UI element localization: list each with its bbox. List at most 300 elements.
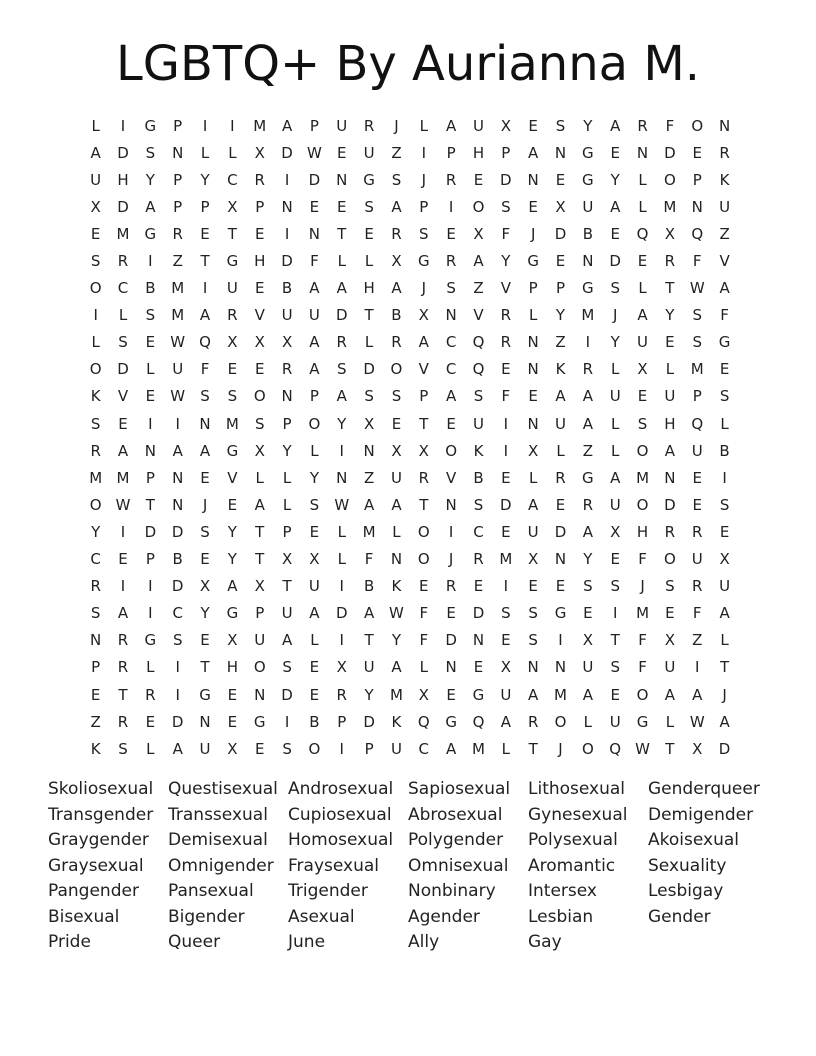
grid-letter: C — [445, 333, 457, 352]
grid-letter: L — [91, 333, 100, 352]
grid-letter: R — [336, 333, 347, 352]
grid-letter: E — [200, 468, 210, 487]
grid-letter: P — [173, 197, 183, 216]
word-list-item: Omnisexual — [408, 855, 509, 876]
grid-letter: S — [501, 197, 511, 216]
grid-letter: O — [308, 739, 321, 758]
grid-letter: O — [636, 495, 649, 514]
grid-letter: K — [391, 712, 402, 731]
grid-letter: O — [308, 414, 321, 433]
grid-letter: P — [173, 170, 183, 189]
grid-letter: S — [254, 414, 265, 433]
grid-letter: E — [501, 631, 511, 650]
grid-letter: N — [445, 495, 457, 514]
grid-letter: B — [172, 550, 183, 569]
grid-letter: U — [90, 170, 102, 189]
grid-letter: T — [282, 577, 292, 596]
grid-letter: R — [363, 116, 375, 135]
grid-letter: Y — [501, 252, 511, 271]
grid-letter: I — [284, 224, 290, 243]
grid-letter: N — [445, 306, 457, 325]
grid-letter: P — [309, 116, 319, 135]
grid-letter: I — [503, 441, 509, 460]
grid-letter: U — [500, 685, 512, 704]
grid-letter: S — [446, 279, 456, 298]
grid-letter: E — [528, 197, 538, 216]
grid-letter: H — [363, 279, 375, 298]
grid-letter: E — [528, 116, 538, 135]
grid-letter: Q — [472, 333, 485, 352]
grid-letter: F — [419, 631, 429, 650]
grid-letter: X — [227, 197, 238, 216]
grid-letter: L — [282, 495, 292, 514]
grid-letter: A — [336, 279, 347, 298]
grid-letter: F — [501, 224, 511, 243]
grid-letter: D — [171, 522, 184, 541]
grid-letter: S — [637, 414, 648, 433]
word-list-item: Androsexual — [288, 779, 394, 799]
grid-letter: X — [309, 550, 320, 569]
grid-letter: N — [172, 143, 184, 162]
grid-letter: I — [695, 658, 700, 677]
grid-letter: J — [530, 224, 536, 243]
grid-letter: A — [582, 685, 593, 704]
grid-letter: M — [253, 116, 267, 135]
grid-letter: F — [419, 604, 429, 623]
word-list-item: Sexuality — [648, 855, 727, 876]
grid-letter: O — [417, 550, 430, 569]
grid-letter: L — [720, 414, 729, 433]
grid-letter: E — [610, 685, 620, 704]
grid-letter: A — [446, 116, 457, 135]
grid-letter: S — [118, 333, 128, 352]
grid-letter: E — [446, 685, 456, 704]
grid-letter: A — [719, 712, 730, 731]
grid-letter: A — [664, 685, 676, 704]
grid-letter: S — [145, 143, 156, 162]
grid-letter: E — [501, 522, 511, 541]
grid-letter: B — [281, 279, 293, 298]
grid-letter: D — [171, 712, 184, 731]
grid-letter: G — [636, 712, 649, 731]
grid-letter: Y — [583, 116, 593, 135]
grid-letter: S — [391, 387, 402, 406]
grid-letter: C — [172, 604, 183, 623]
grid-letter: O — [89, 495, 102, 514]
grid-letter: N — [554, 550, 567, 569]
grid-letter: M — [225, 414, 239, 433]
grid-letter: K — [90, 739, 101, 758]
grid-letter: Y — [665, 306, 675, 325]
grid-letter: S — [473, 495, 484, 514]
grid-letter: D — [117, 143, 129, 162]
grid-letter: O — [472, 197, 485, 216]
grid-letter: G — [582, 468, 594, 487]
grid-letter: Z — [582, 441, 593, 460]
grid-letter: R — [254, 170, 265, 189]
grid-letter: C — [117, 279, 129, 298]
grid-letter: P — [446, 143, 456, 162]
word-list-item: Ally — [408, 932, 440, 952]
grid-letter: S — [172, 631, 183, 650]
grid-letter: J — [640, 577, 645, 596]
grid-letter: H — [254, 252, 266, 271]
grid-letter: E — [637, 252, 648, 271]
grid-letter: I — [284, 712, 290, 731]
word-list-item: Omnigender — [168, 855, 274, 876]
grid-letter: Y — [227, 522, 237, 541]
word-list — [48, 777, 768, 956]
grid-letter: X — [582, 631, 593, 650]
grid-letter: F — [364, 550, 374, 569]
grid-letter: E — [254, 360, 265, 379]
word-list-item: Bigender — [168, 906, 245, 927]
grid-letter: W — [115, 495, 131, 514]
grid-letter: U — [363, 658, 375, 677]
grid-letter: X — [418, 306, 429, 325]
grid-letter: F — [501, 387, 511, 406]
grid-letter: K — [90, 387, 101, 406]
grid-letter: U — [226, 279, 238, 298]
grid-letter: L — [118, 306, 128, 325]
grid-letter: R — [172, 224, 183, 243]
grid-letter: O — [253, 387, 266, 406]
grid-letter: T — [118, 685, 128, 704]
grid-letter: D — [281, 685, 293, 704]
grid-letter: U — [609, 387, 621, 406]
grid-letter: U — [555, 414, 566, 433]
grid-letter: H — [226, 658, 239, 677]
grid-letter: X — [281, 550, 293, 569]
grid-letter: Y — [391, 631, 402, 650]
grid-letter: R — [445, 170, 457, 189]
grid-letter: E — [501, 360, 511, 379]
word-list-item: Questisexual — [168, 779, 278, 799]
grid-letter: P — [145, 550, 155, 569]
grid-letter: G — [144, 631, 157, 650]
grid-letter: P — [337, 712, 347, 731]
grid-letter: R — [500, 333, 512, 352]
grid-letter: X — [391, 252, 402, 271]
grid-letter: L — [255, 468, 264, 487]
grid-letter: X — [227, 739, 238, 758]
grid-letter: A — [309, 604, 320, 623]
grid-letter: P — [501, 143, 511, 162]
grid-letter: I — [175, 685, 180, 704]
grid-letter: U — [281, 306, 293, 325]
grid-letter: A — [610, 116, 621, 135]
grid-letter: D — [117, 197, 129, 216]
grid-letter: I — [120, 577, 126, 596]
grid-letter: G — [582, 279, 594, 298]
grid-letter: S — [501, 604, 511, 623]
grid-letter: N — [90, 631, 102, 650]
grid-letter: V — [446, 468, 457, 487]
grid-letter: A — [719, 279, 730, 298]
grid-letter: G — [554, 604, 567, 623]
grid-letter: G — [582, 143, 594, 162]
grid-letter: P — [173, 116, 183, 135]
grid-letter: T — [364, 631, 374, 650]
word-list-item: June — [288, 932, 326, 952]
grid-letter: C — [473, 522, 484, 541]
grid-letter: N — [281, 387, 293, 406]
grid-letter: R — [90, 577, 101, 596]
grid-letter: G — [226, 252, 239, 271]
grid-letter: X — [363, 414, 375, 433]
grid-letter: R — [445, 252, 457, 271]
word-list-item: Pansexual — [168, 881, 254, 901]
grid-letter: Q — [199, 333, 211, 352]
grid-letter: X — [199, 577, 211, 596]
grid-letter: I — [148, 604, 153, 623]
grid-letter: I — [585, 333, 591, 352]
grid-letter: R — [473, 550, 484, 569]
grid-letter: B — [309, 712, 320, 731]
grid-letter: Q — [417, 712, 430, 731]
grid-letter: M — [472, 739, 485, 758]
grid-letter: L — [638, 197, 647, 216]
grid-letter: I — [93, 306, 98, 325]
word-list-item: Polygender — [408, 830, 504, 850]
grid-letter: Y — [227, 550, 237, 569]
grid-letter: E — [501, 468, 511, 487]
grid-letter: L — [665, 712, 675, 731]
grid-letter: R — [117, 631, 129, 650]
grid-letter: A — [528, 143, 539, 162]
grid-letter: D — [472, 604, 485, 623]
grid-letter: M — [89, 468, 103, 487]
grid-letter: E — [254, 279, 265, 298]
grid-letter: B — [391, 306, 402, 325]
grid-letter: A — [418, 333, 429, 352]
grid-letter: N — [336, 468, 348, 487]
grid-letter: L — [720, 631, 729, 650]
grid-letter: N — [582, 252, 594, 271]
grid-letter: R — [391, 224, 402, 243]
grid-letter: N — [691, 197, 703, 216]
word-list-item: Lesbian — [528, 906, 594, 927]
grid-letter: D — [281, 143, 293, 162]
grid-letter: E — [473, 577, 484, 596]
grid-letter: G — [718, 333, 731, 352]
grid-letter: A — [500, 712, 511, 731]
grid-letter: P — [282, 522, 292, 541]
grid-letter: D — [609, 252, 621, 271]
grid-letter: U — [199, 739, 211, 758]
grid-letter: O — [663, 170, 676, 189]
grid-letter: E — [145, 387, 156, 406]
grid-letter: K — [391, 577, 402, 596]
grid-letter: T — [665, 739, 675, 758]
grid-letter: I — [558, 631, 563, 650]
word-list-item: Sapiosexual — [408, 779, 511, 799]
grid-letter: J — [558, 739, 563, 758]
grid-letter: A — [309, 333, 320, 352]
grid-letter: G — [226, 441, 239, 460]
grid-letter: L — [310, 631, 319, 650]
grid-letter: F — [200, 360, 210, 379]
grid-letter: P — [255, 197, 265, 216]
grid-letter: R — [117, 712, 129, 731]
grid-letter: U — [363, 143, 375, 162]
grid-letter: N — [527, 414, 539, 433]
grid-letter: Y — [145, 170, 155, 189]
grid-letter: A — [363, 495, 375, 514]
grid-letter: E — [473, 170, 484, 189]
grid-letter: T — [145, 495, 155, 514]
grid-letter: B — [719, 441, 730, 460]
grid-letter: X — [664, 224, 676, 243]
grid-letter: W — [689, 279, 705, 298]
grid-letter: E — [665, 333, 675, 352]
grid-letter: U — [390, 739, 402, 758]
grid-letter: G — [527, 252, 539, 271]
grid-letter: E — [719, 522, 730, 541]
word-list-item: Skoliosexual — [48, 779, 154, 799]
grid-letter: W — [689, 712, 705, 731]
grid-letter: G — [472, 685, 485, 704]
grid-letter: S — [309, 495, 320, 514]
grid-letter: O — [636, 441, 649, 460]
grid-letter: E — [692, 143, 702, 162]
grid-letter: U — [691, 550, 703, 569]
grid-letter: U — [472, 116, 484, 135]
grid-letter: R — [582, 495, 594, 514]
grid-letter: S — [200, 522, 210, 541]
grid-letter: E — [610, 224, 620, 243]
grid-letter: A — [281, 631, 293, 650]
grid-letter: A — [528, 685, 539, 704]
grid-letter: Y — [91, 522, 101, 541]
grid-letter: T — [665, 279, 675, 298]
grid-letter: P — [364, 739, 374, 758]
grid-letter: I — [202, 116, 208, 135]
grid-letter: A — [582, 387, 593, 406]
grid-letter: I — [175, 414, 180, 433]
grid-letter: V — [500, 279, 511, 298]
grid-letter: Z — [172, 252, 183, 271]
grid-letter: U — [172, 360, 184, 379]
grid-letter: Q — [609, 739, 622, 758]
grid-letter: N — [664, 468, 676, 487]
grid-letter: N — [554, 658, 567, 677]
grid-letter: X — [418, 685, 429, 704]
grid-letter: U — [336, 116, 348, 135]
grid-letter: D — [308, 170, 321, 189]
grid-letter: E — [364, 224, 374, 243]
word-list-item: Gynesexual — [528, 804, 628, 825]
grid-letter: M — [690, 360, 704, 379]
grid-letter: G — [445, 712, 457, 731]
grid-letter: T — [200, 658, 210, 677]
grid-letter: G — [226, 604, 239, 623]
grid-letter: X — [391, 441, 402, 460]
grid-letter: E — [391, 414, 402, 433]
grid-letter: W — [170, 387, 186, 406]
grid-letter: E — [118, 550, 128, 569]
grid-letter: J — [202, 495, 208, 514]
grid-letter: U — [637, 333, 649, 352]
grid-letter: E — [610, 550, 620, 569]
grid-letter: E — [90, 685, 101, 704]
grid-letter: G — [582, 170, 594, 189]
grid-letter: A — [199, 306, 211, 325]
grid-letter: S — [90, 252, 101, 271]
grid-letter: L — [611, 441, 620, 460]
grid-letter: S — [719, 387, 730, 406]
grid-letter: X — [637, 360, 648, 379]
grid-letter: R — [692, 522, 703, 541]
grid-letter: G — [144, 116, 157, 135]
grid-letter: X — [336, 658, 347, 677]
word-list-item: Demisexual — [168, 830, 268, 850]
grid-letter: E — [473, 658, 484, 677]
grid-letter: V — [254, 306, 265, 325]
grid-letter: X — [473, 224, 484, 243]
grid-letter: R — [664, 252, 676, 271]
grid-letter: S — [692, 333, 702, 352]
grid-letter: I — [339, 739, 344, 758]
grid-letter: N — [527, 333, 539, 352]
grid-letter: N — [445, 658, 457, 677]
grid-letter: E — [637, 387, 648, 406]
grid-letter: S — [118, 739, 128, 758]
grid-letter: E — [555, 170, 566, 189]
word-list-item: Graysexual — [48, 855, 144, 876]
grid-letter: R — [500, 306, 512, 325]
word-list-item: Asexual — [288, 906, 355, 927]
grid-letter: R — [145, 685, 156, 704]
grid-letter: P — [528, 279, 538, 298]
grid-letter: E — [528, 387, 538, 406]
grid-letter: U — [308, 577, 320, 596]
grid-letter: D — [335, 306, 348, 325]
grid-letter: I — [120, 522, 126, 541]
grid-letter: R — [692, 577, 703, 596]
word-list-item: Nonbinary — [408, 881, 496, 901]
grid-letter: N — [199, 712, 211, 731]
grid-letter: N — [172, 468, 184, 487]
grid-letter: H — [117, 170, 129, 189]
grid-letter: A — [555, 387, 566, 406]
grid-letter: N — [254, 685, 266, 704]
grid-letter: J — [612, 306, 618, 325]
grid-letter: I — [230, 116, 235, 135]
grid-letter: F — [638, 550, 647, 569]
grid-letter: E — [200, 224, 210, 243]
grid-letter: W — [334, 495, 350, 514]
grid-letter: M — [499, 550, 513, 569]
grid-letter: I — [448, 522, 454, 541]
grid-letter: S — [610, 279, 620, 298]
grid-letter: L — [528, 306, 538, 325]
grid-letter: F — [692, 252, 702, 271]
word-list-item: Gender — [648, 906, 711, 927]
grid-letter: L — [528, 468, 538, 487]
grid-letter: E — [583, 604, 593, 623]
grid-letter: I — [202, 279, 208, 298]
grid-letter: F — [638, 658, 647, 677]
grid-letter: X — [500, 116, 511, 135]
grid-letter: C — [418, 739, 430, 758]
grid-letter: R — [555, 468, 566, 487]
grid-letter: S — [583, 577, 593, 596]
grid-letter: Z — [692, 631, 703, 650]
grid-letter: U — [609, 712, 621, 731]
grid-letter: R — [445, 577, 457, 596]
grid-letter: A — [254, 495, 265, 514]
